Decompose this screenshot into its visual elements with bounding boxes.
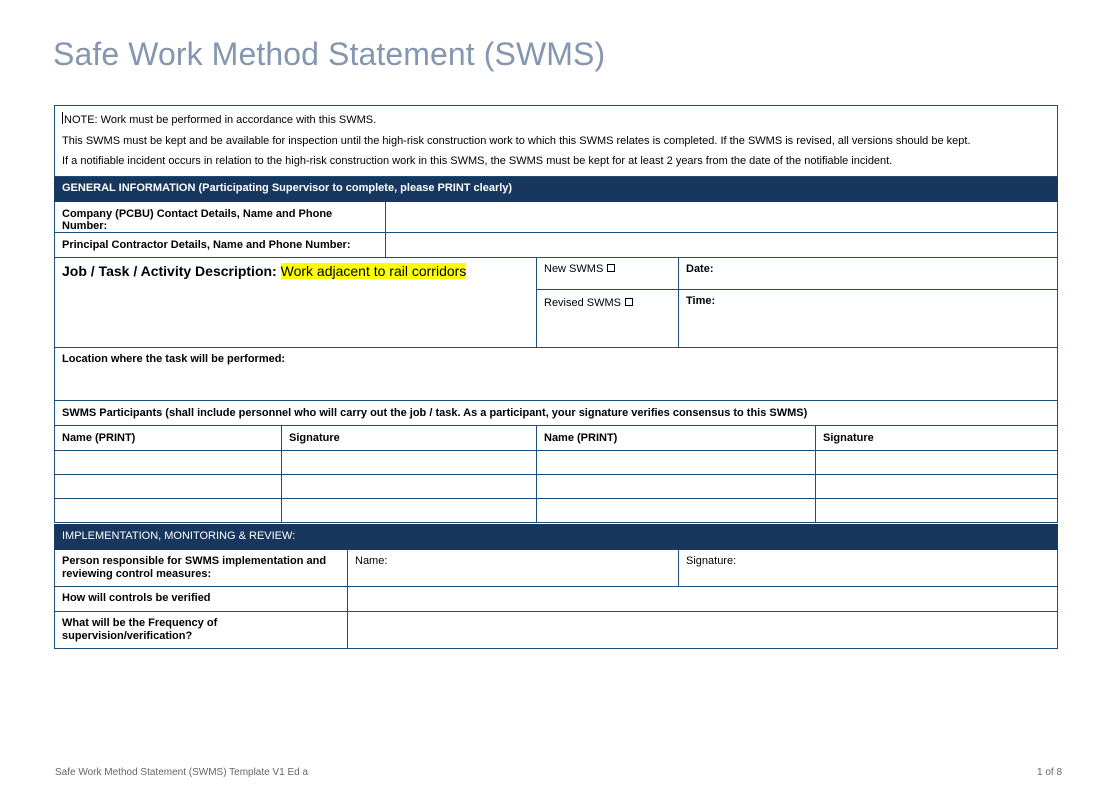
participants-header-row [55, 400, 1058, 425]
general-info-header: GENERAL INFORMATION (Participating Supervisor to complete, please PRINT clearly) [55, 176, 1058, 201]
col-signature-2: Signature [816, 425, 1058, 450]
time-cell[interactable] [679, 289, 1058, 347]
job-label: Job / Task / Activity Description: [62, 262, 277, 279]
col-name-2: Name (PRINT) [537, 425, 816, 450]
job-description-cell[interactable] [55, 257, 537, 347]
note-line-2: This SWMS must be kept and be available for inspection until the high-risk construction work to which this SWMS relates is completed. If the SWMS is revised, all versions should be kept. [62, 134, 971, 147]
new-swms-checkbox[interactable] [607, 264, 615, 272]
principal-label: Principal Contractor Details, Name and Phone Number: [55, 232, 386, 257]
new-swms-label: New SWMS [544, 262, 604, 275]
notes-cell [55, 106, 1058, 177]
principal-row [55, 232, 1058, 257]
responsible-name-cell[interactable] [348, 550, 679, 587]
page-title: Safe Work Method Statement (SWMS) [53, 36, 606, 72]
participant-signature-cell[interactable] [282, 474, 537, 498]
signature-label: Signature: [686, 555, 737, 567]
verified-label: How will controls be verified [55, 587, 348, 612]
note-line-1 [62, 110, 1050, 131]
col-signature-1: Signature [282, 425, 537, 450]
job-row-top [55, 257, 1058, 289]
participant-signature-cell[interactable] [816, 450, 1058, 474]
general-info-header-row [55, 176, 1058, 201]
job-description [62, 263, 466, 279]
company-label: Company (PCBU) Contact Details, Name and Phone Number: [55, 201, 386, 232]
footer-page-number: 1 of 8 [1037, 767, 1063, 778]
verified-field[interactable] [348, 587, 1058, 612]
participant-signature-cell[interactable] [816, 474, 1058, 498]
frequency-label: What will be the Frequency of supervision/verification? [55, 612, 348, 649]
date-cell[interactable] [679, 257, 1058, 289]
participants-columns-row [55, 425, 1058, 450]
participant-row [55, 498, 1058, 522]
text-cursor [62, 112, 63, 124]
new-swms-cell [537, 257, 679, 289]
location-row [55, 347, 1058, 400]
participant-name-cell[interactable] [537, 498, 816, 522]
participant-name-cell[interactable] [55, 450, 282, 474]
participant-signature-cell[interactable] [282, 498, 537, 522]
implementation-header-row [55, 525, 1058, 550]
note-line-3: If a notifiable incident occurs in relation to the high-risk construction work in this SWMS, the SWMS must be kept for at least 2 years from the date of the notifiable incident. [62, 155, 893, 167]
job-value: Work adjacent to rail corridors [280, 262, 467, 279]
date-label: Date: [686, 262, 714, 275]
verified-row [55, 587, 1058, 612]
responsible-label: Person responsible for SWMS implementation and reviewing control measures: [55, 550, 348, 587]
participants-header: SWMS Participants (shall include personnel who will carry out the job / task. As a participant, your signature verifies consensus to this SWMS) [55, 400, 1058, 425]
responsible-signature-cell[interactable] [679, 550, 1058, 587]
company-row [55, 201, 1058, 232]
frequency-row [55, 612, 1058, 649]
revised-swms-label: Revised SWMS [544, 296, 622, 309]
time-label: Time: [686, 294, 716, 307]
revised-swms-cell [537, 289, 679, 347]
location-label: Location where the task will be performed: [62, 352, 286, 365]
participant-name-cell[interactable] [537, 474, 816, 498]
participant-signature-cell[interactable] [816, 498, 1058, 522]
company-field[interactable] [386, 201, 1058, 232]
revised-swms-checkbox[interactable] [625, 298, 633, 306]
participant-name-cell[interactable] [55, 498, 282, 522]
participant-row [55, 450, 1058, 474]
responsible-row [55, 550, 1058, 587]
participant-signature-cell[interactable] [282, 450, 537, 474]
footer-template-name: Safe Work Method Statement (SWMS) Template V1 Ed a [55, 767, 309, 778]
name-label: Name: [355, 555, 388, 567]
general-info-table [54, 105, 1058, 523]
note-text-1: NOTE: Work must be performed in accordance with this SWMS. [64, 114, 377, 126]
col-name-1: Name (PRINT) [55, 425, 282, 450]
participant-row [55, 474, 1058, 498]
participant-name-cell[interactable] [537, 450, 816, 474]
notes-row [55, 106, 1058, 177]
participant-name-cell[interactable] [55, 474, 282, 498]
location-cell[interactable] [55, 347, 1058, 400]
implementation-table [54, 524, 1058, 649]
frequency-field[interactable] [348, 612, 1058, 649]
principal-field[interactable] [386, 232, 1058, 257]
implementation-header: IMPLEMENTATION, MONITORING & REVIEW: [55, 525, 1058, 550]
